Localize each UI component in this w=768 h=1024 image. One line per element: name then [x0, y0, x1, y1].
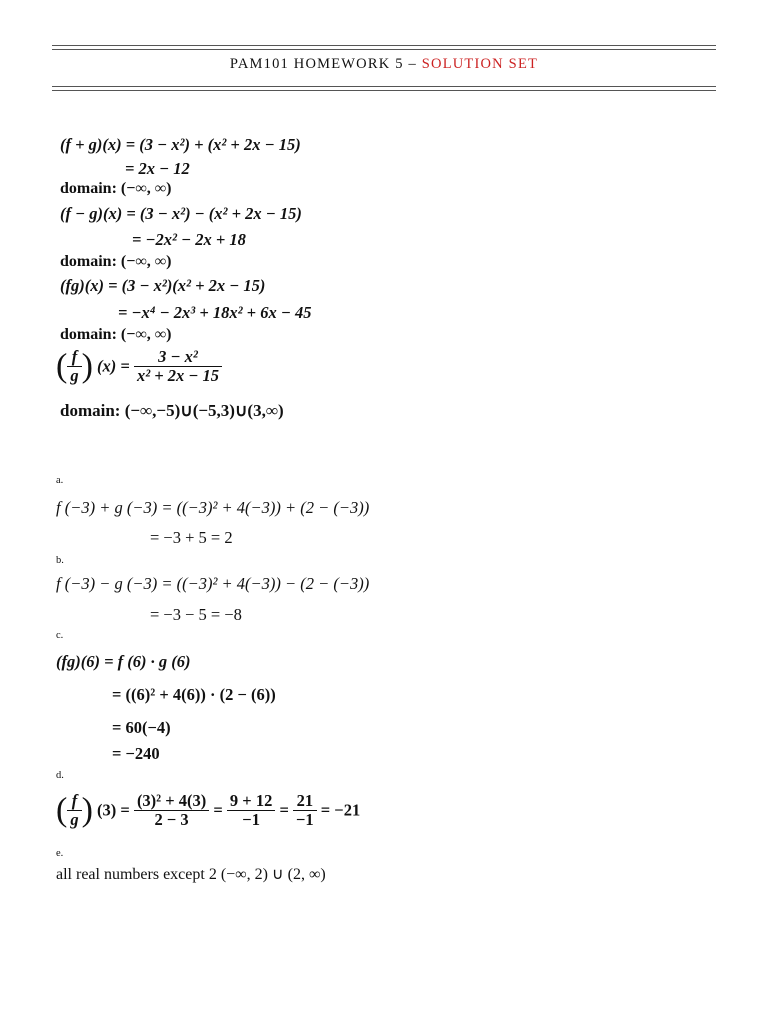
- sum-line-1: (f + g)(x) = (3 − x²) + (x² + 2x − 15): [60, 135, 301, 154]
- e-line: all real numbers except 2 (−∞, 2) ∪ (2, ∞): [56, 866, 326, 883]
- d-close-paren: ): [81, 791, 93, 829]
- diff-line-1: (f − g)(x) = (3 − x²) − (x² + 2x − 15): [60, 204, 302, 223]
- d-fraction-3: $\frac{21}{-1}$: [293, 792, 317, 829]
- header-solution-set: SOLUTION SET: [421, 56, 539, 72]
- top-rule-1: [52, 45, 716, 46]
- d-f-over-g: $\frac{f}{g}$: [67, 792, 81, 829]
- sum-domain: domain: (−∞, ∞): [60, 180, 172, 197]
- d-line: [56, 792, 360, 829]
- d-arg: (3) =: [97, 800, 130, 820]
- header-rule-2: [52, 90, 716, 91]
- d-eq-2: =: [279, 800, 289, 820]
- diff-line-2: = −2x² − 2x + 18: [132, 230, 246, 249]
- label-e: e.: [56, 848, 64, 859]
- sum-line-2: = 2x − 12: [125, 159, 190, 178]
- diff-domain: domain: (−∞, ∞): [60, 253, 172, 270]
- label-c: c.: [56, 630, 64, 641]
- page-header: [52, 56, 716, 73]
- a-line-2: = −3 + 5 = 2: [150, 528, 233, 547]
- d-eq-1: =: [213, 800, 223, 820]
- b-line-2: = −3 − 5 = −8: [150, 605, 242, 624]
- c-line-4: = −240: [112, 744, 160, 763]
- d-fraction-1: $\frac{\text{(3)² + 4(3)}}{2 - 3}$: [134, 792, 209, 829]
- label-a: a.: [56, 475, 64, 486]
- quotient-fraction: $\frac{\text{3 − x²}}{\text{x² + 2x − 15}}$: [134, 348, 222, 385]
- d-open-paren: (: [56, 791, 68, 829]
- header-title: PAM101 HOMEWORK 5 –: [229, 56, 422, 72]
- d-result: = −21: [320, 800, 361, 820]
- d-fraction-2: $\frac{9 + 12}{-1}$: [227, 792, 275, 829]
- product-domain: domain: (−∞, ∞): [60, 326, 172, 343]
- f-over-g: $\frac{f}{g}$: [67, 348, 81, 385]
- label-d: d.: [56, 770, 64, 781]
- open-paren: (: [56, 347, 68, 385]
- a-line-1: f (−3) + g (−3) = ((−3)² + 4(−3)) + (2 − (−3)): [56, 498, 370, 517]
- c-line-1: (fg)(6) = f (6) · g (6): [56, 652, 191, 671]
- top-rule-2: [52, 49, 716, 50]
- quotient-line: [56, 348, 222, 385]
- c-line-2: = ((6)² + 4(6)) · (2 − (6)): [112, 685, 276, 704]
- quotient-domain: domain: (−∞,−5)∪(−5,3)∪(3,∞): [60, 401, 284, 420]
- product-line-2: = −x⁴ − 2x³ + 18x² + 6x − 45: [118, 303, 312, 322]
- c-line-3: = 60(−4): [112, 718, 171, 737]
- close-paren: ): [81, 347, 93, 385]
- b-line-1: f (−3) − g (−3) = ((−3)² + 4(−3)) − (2 − (−3)): [56, 574, 370, 593]
- quotient-x: (x) =: [97, 356, 130, 376]
- product-line-1: (fg)(x) = (3 − x²)(x² + 2x − 15): [60, 276, 266, 295]
- header-rule-1: [52, 86, 716, 87]
- label-b: b.: [56, 555, 64, 566]
